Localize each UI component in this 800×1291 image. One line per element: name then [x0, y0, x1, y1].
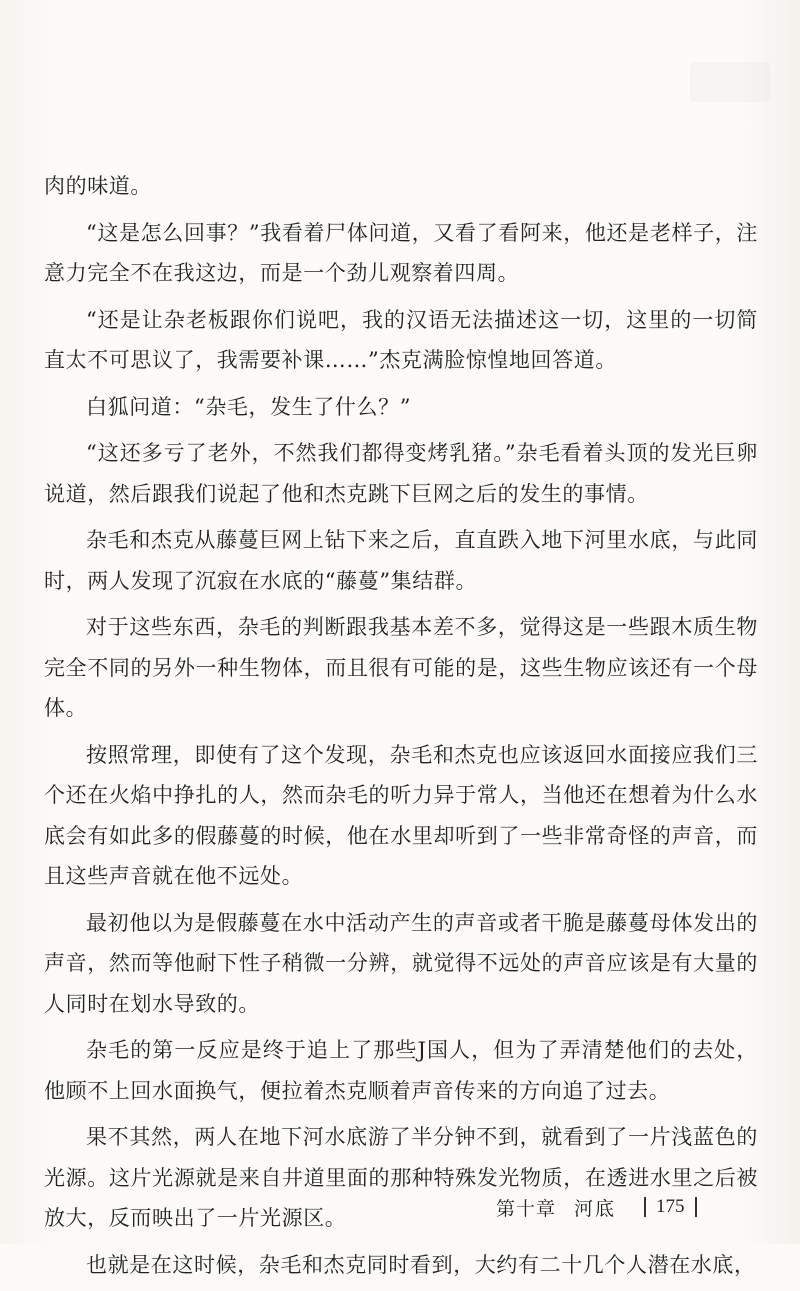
body-text [44, 166, 758, 1291]
paragraph: 对于这些东西，杂毛的判断跟我基本差不多，觉得这是一些跟木质生物完全不同的另外一种生物体，而且很有可能的是，这些生物应该还有一个母体。 [44, 615, 758, 720]
paragraph: 按照常理，即使有了这个发现，杂毛和杰克也应该返回水面接应我们三个还在火焰中挣扎的人，然而杂毛的听力异于常人，当他还在想着为什么水底会有如此多的假藤蔓的时候，他在水里却听到了一些非常奇怪的声音，而且这些声音就在他不远处。 [44, 742, 758, 888]
divider [644, 1197, 646, 1217]
divider [695, 1197, 697, 1217]
paragraph: 肉的味道。 [44, 174, 152, 198]
page-number: 175 [656, 1196, 685, 1217]
paragraph: “还是让杂老板跟你们说吧，我的汉语无法描述这一切，这里的一切简直太不可思议了，我需要补课……”杰克满脸惊惶地回答道。 [44, 307, 758, 372]
chapter-label: 第十章 [496, 1197, 557, 1220]
paragraph: 果不其然，两人在地下河水底游了半分钟不到，就看到了一片浅蓝色的光源。这片光源就是来自井道里面的那种特殊发光物质，在透进水里之后被放大，反而映出了一片光源区。 [44, 1125, 758, 1230]
paragraph: 杂毛和杰克从藤蔓巨网上钻下来之后，直直跌入地下河里水底，与此同时，两人发现了沉寂在水底的“藤蔓”集结群。 [44, 528, 758, 593]
paragraph: 杂毛的第一反应是终于追上了那些J国人，但为了弄清楚他们的去处，他顾不上回水面换气，便拉着杰克顺着声音传来的方向追了过去。 [44, 1038, 758, 1103]
paragraph: “这还多亏了老外，不然我们都得变烤乳猪。”杂毛看着头顶的发光巨卵说道，然后跟我们说起了他和杰克跳下巨网之后的发生的事情。 [44, 441, 758, 506]
paragraph: 也就是在这时候，杂毛和杰克同时看到，大约有二十几个人潜在水底， [86, 1252, 756, 1277]
bleed-through-header [690, 62, 770, 102]
paragraph: “这是怎么回事？”我看着尸体问道，又看了看阿来，他还是老样子，注意力完全不在我这边，而是一个劲儿观察着四周。 [44, 220, 758, 285]
paragraph: 最初他以为是假藤蔓在水中活动产生的声音或者干脆是藤蔓母体发出的声音，然而等他耐下性子稍微一分辨，就觉得不远处的声音应该是有大量的人同时在划水导致的。 [44, 910, 758, 1016]
chapter-title: 河底 [574, 1197, 617, 1220]
page-footer [496, 1191, 697, 1223]
paragraph: 白狐问道：“杂毛，发生了什么？” [86, 394, 412, 419]
